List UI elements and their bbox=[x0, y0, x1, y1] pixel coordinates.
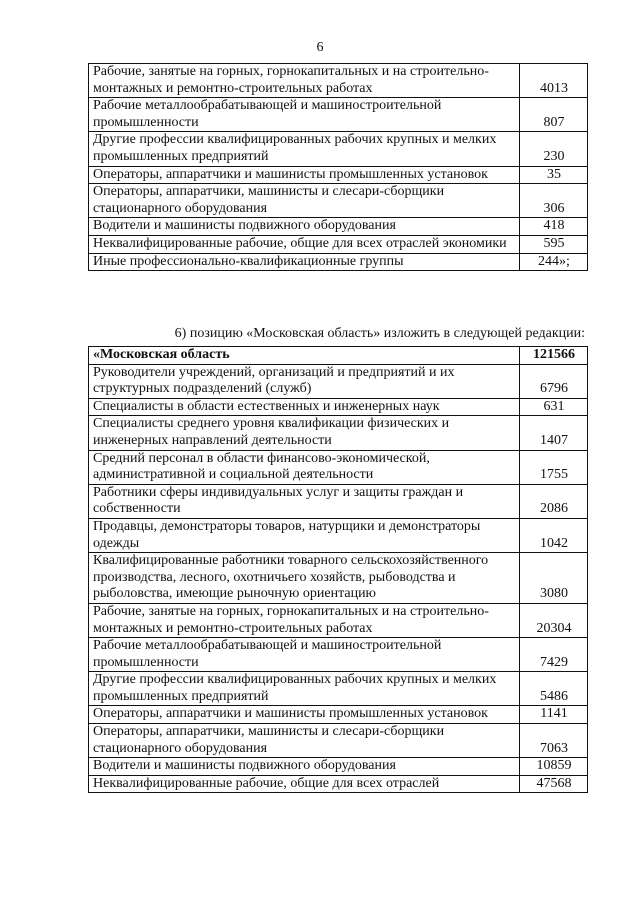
occupation-group-count: 3080 bbox=[520, 553, 588, 604]
table-row bbox=[89, 64, 588, 98]
occupation-group-count: 47568 bbox=[520, 775, 588, 793]
table-row bbox=[89, 98, 588, 132]
occupation-group-name: Неквалифицированные рабочие, общие для всех отраслей экономики bbox=[89, 235, 520, 253]
occupation-group-count: 418 bbox=[520, 218, 588, 236]
occupation-group-name: Руководители учреждений, организаций и предприятий и их структурных подразделений (служб) bbox=[89, 364, 520, 398]
occupation-group-name: Водители и машинисты подвижного оборудования bbox=[89, 218, 520, 236]
table-row bbox=[89, 603, 588, 637]
table-row bbox=[89, 484, 588, 518]
occupation-group-name: Специалисты среднего уровня квалификации физических и инженерных направлений деятельности bbox=[89, 416, 520, 450]
table-row bbox=[89, 364, 588, 398]
occupation-group-name: Работники сферы индивидуальных услуг и защиты граждан и собственности bbox=[89, 484, 520, 518]
table-row bbox=[89, 398, 588, 416]
occupation-group-name: Квалифицированные работники товарного сельскохозяйственного производства, лесного, охотничьего хозяйств, рыбоводства и рыболовства, имеющие рыночную ориентацию bbox=[89, 553, 520, 604]
page-number: 6 bbox=[316, 40, 324, 55]
occupation-group-count: 807 bbox=[520, 98, 588, 132]
occupation-group-count: 1141 bbox=[520, 706, 588, 724]
table-row bbox=[89, 218, 588, 236]
occupation-group-name: Иные профессионально-квалификационные группы bbox=[89, 253, 520, 271]
occupation-group-count: 631 bbox=[520, 398, 588, 416]
occupation-group-count: 7429 bbox=[520, 638, 588, 672]
table-row bbox=[89, 235, 588, 253]
occupation-group-name: Операторы, аппаратчики, машинисты и слесари-сборщики стационарного оборудования bbox=[89, 724, 520, 758]
amendment-intro-text: 6) позицию «Московская область» изложить в следующей редакции: bbox=[174, 326, 585, 341]
table-row bbox=[89, 416, 588, 450]
occupation-group-name: Рабочие металлообрабатывающей и машиностроительной промышленности bbox=[89, 98, 520, 132]
occupation-group-count: 1042 bbox=[520, 518, 588, 552]
occupation-group-name: Продавцы, демонстраторы товаров, натурщики и демонстраторы одежды bbox=[89, 518, 520, 552]
occupation-group-count: 1407 bbox=[520, 416, 588, 450]
occupation-group-name: Другие профессии квалифицированных рабочих крупных и мелких промышленных предприятий bbox=[89, 132, 520, 166]
table-row bbox=[89, 184, 588, 218]
occupation-table-moscow-region bbox=[88, 346, 588, 793]
occupation-group-name: Специалисты в области естественных и инженерных наук bbox=[89, 398, 520, 416]
occupation-group-count: 4013 bbox=[520, 64, 588, 98]
occupation-group-name: Рабочие металлообрабатывающей и машиностроительной промышленности bbox=[89, 638, 520, 672]
occupation-group-count: 10859 bbox=[520, 758, 588, 776]
occupation-group-name: Другие профессии квалифицированных рабочих крупных и мелких промышленных предприятий bbox=[89, 672, 520, 706]
occupation-group-count: 1755 bbox=[520, 450, 588, 484]
table-row bbox=[89, 706, 588, 724]
occupation-group-count: 20304 bbox=[520, 603, 588, 637]
occupation-group-count: 35 bbox=[520, 166, 588, 184]
occupation-group-count: 5486 bbox=[520, 672, 588, 706]
table-row bbox=[89, 638, 588, 672]
occupation-group-count: 306 bbox=[520, 184, 588, 218]
occupation-group-name: Средний персонал в области финансово-экономической, административной и социальной деятельности bbox=[89, 450, 520, 484]
occupation-group-name: Водители и машинисты подвижного оборудования bbox=[89, 758, 520, 776]
occupation-table-previous-region bbox=[88, 63, 588, 271]
table-row bbox=[89, 775, 588, 793]
table-row bbox=[89, 724, 588, 758]
table-row bbox=[89, 553, 588, 604]
table-row bbox=[89, 253, 588, 271]
occupation-group-count: 244»; bbox=[520, 253, 588, 271]
table-row bbox=[89, 758, 588, 776]
occupation-group-name: Операторы, аппаратчики и машинисты промышленных установок bbox=[89, 706, 520, 724]
occupation-group-count: 7063 bbox=[520, 724, 588, 758]
occupation-group-name: Рабочие, занятые на горных, горнокапитальных и на строительно-монтажных и ремонтно-строительных работах bbox=[89, 603, 520, 637]
occupation-group-name: Рабочие, занятые на горных, горнокапитальных и на строительно-монтажных и ремонтно-строительных работах bbox=[89, 64, 520, 98]
occupation-group-name: Операторы, аппаратчики, машинисты и слесари-сборщики стационарного оборудования bbox=[89, 184, 520, 218]
occupation-group-count: 2086 bbox=[520, 484, 588, 518]
occupation-group-count: 6796 bbox=[520, 364, 588, 398]
region-name: «Московская область bbox=[89, 347, 520, 365]
occupation-group-count: 595 bbox=[520, 235, 588, 253]
table-row bbox=[89, 518, 588, 552]
region-total: 121566 bbox=[520, 347, 588, 365]
occupation-group-count: 230 bbox=[520, 132, 588, 166]
table-row bbox=[89, 132, 588, 166]
table-header-row bbox=[89, 347, 588, 365]
occupation-group-name: Неквалифицированные рабочие, общие для всех отраслей bbox=[89, 775, 520, 793]
table-row bbox=[89, 450, 588, 484]
occupation-group-name: Операторы, аппаратчики и машинисты промышленных установок bbox=[89, 166, 520, 184]
table-row bbox=[89, 166, 588, 184]
table-row bbox=[89, 672, 588, 706]
